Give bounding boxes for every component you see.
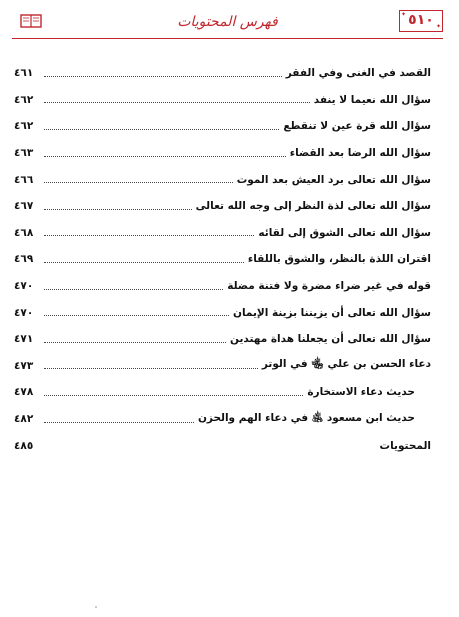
toc-entry-page: ٤٦٧ [14,200,34,213]
leader-dots [44,262,244,263]
toc-entry-page: ٤٧٨ [14,386,34,399]
toc-entry[interactable] [14,246,431,273]
toc-entry-page: ٤٧١ [14,333,34,346]
toc-entry-title: اقتران اللذة بالنظر، والشوق باللقاء [247,253,431,266]
book-icon [20,14,42,28]
header-rule [12,38,443,39]
toc-entry[interactable] [14,353,431,380]
toc-entry-page: ٤٦٣ [14,147,34,160]
toc-entry-title: سؤال الله الرضا بعد القضاء [289,147,431,160]
toc-entry[interactable] [14,193,431,220]
toc-entry-page: ٤٧٣ [14,359,34,372]
toc-entry-title: القصد في الغنى وفي الفقر [285,67,431,80]
toc-entry[interactable] [14,87,431,114]
toc-entry-page: ٤٦٦ [14,173,34,186]
toc-entry-page: ٤٦٢ [14,93,34,106]
page-number: ٥١٠ [408,12,434,28]
scan-speck [95,606,97,608]
toc-entry-page: ٤٧٠ [14,280,34,293]
leader-dots [44,129,279,130]
leader-dots [44,342,226,343]
toc-entry-title: دعاء الحسن بن علي ﵄ في الوتر [261,358,431,371]
toc-entry[interactable] [14,60,431,87]
toc-entry-page: ٤٦٩ [14,253,34,266]
leader-dots [44,368,258,369]
toc-entry-title: سؤال الله تعالى لذة النظر إلى وجه الله تعالى [195,200,431,213]
toc-entry[interactable] [14,406,431,433]
toc-entry-page: ٤٦١ [14,67,34,80]
toc-entry-page: ٤٨٥ [14,439,34,452]
toc-entry[interactable] [14,113,431,140]
toc-entry-page: ٤٦٨ [14,226,34,239]
toc-entry[interactable] [14,273,431,300]
ornament-icon: ✦ [435,23,441,30]
toc-entry-title: سؤال الله نعيما لا ينفد [313,93,431,106]
toc-entry-title: حديث دعاء الاستخارة [307,386,415,399]
leader-dots [44,76,282,77]
leader-dots [44,102,310,103]
page-header [12,8,443,40]
toc-entry-title: سؤال الله قرة عين لا تنقطع [283,120,431,133]
toc-list [14,60,431,459]
toc-entry-page: ٤٦٢ [14,120,34,133]
header-title: فهرس المحتويات [177,14,278,30]
leader-dots [44,182,233,183]
toc-entry[interactable] [14,166,431,193]
toc-entry-page: ٤٧٠ [14,306,34,319]
toc-entry[interactable] [14,299,431,326]
toc-entry[interactable] [14,140,431,167]
toc-entry-title: سؤال الله تعالى أن يجعلنا هداة مهتدين [230,333,431,346]
leader-dots [44,209,192,210]
leader-dots [44,395,303,396]
leader-dots [44,235,254,236]
ornament-icon: ✦ [401,11,407,18]
toc-entry[interactable] [14,220,431,247]
toc-entry-title: المحتويات [379,439,431,452]
toc-entry-title: سؤال الله تعالى أن يزيننا بزينة الإيمان [233,306,431,319]
leader-dots [44,156,286,157]
toc-entry-page: ٤٨٢ [14,413,34,426]
leader-dots [44,315,229,316]
toc-entry[interactable] [14,379,431,406]
toc-entry[interactable] [14,326,431,353]
toc-entry[interactable] [14,432,431,459]
leader-dots [44,289,223,290]
toc-entry-title: سؤال الله تعالى الشوق إلى لقائه [258,226,431,239]
leader-dots [44,422,194,423]
toc-entry-title: سؤال الله تعالى برد العيش بعد الموت [236,173,431,186]
toc-entry-title: حديث ابن مسعود ﵁ في دعاء الهم والحزن [197,411,415,424]
toc-entry-title: قوله في غير ضراء مضرة ولا فتنة مضلة [227,280,431,293]
